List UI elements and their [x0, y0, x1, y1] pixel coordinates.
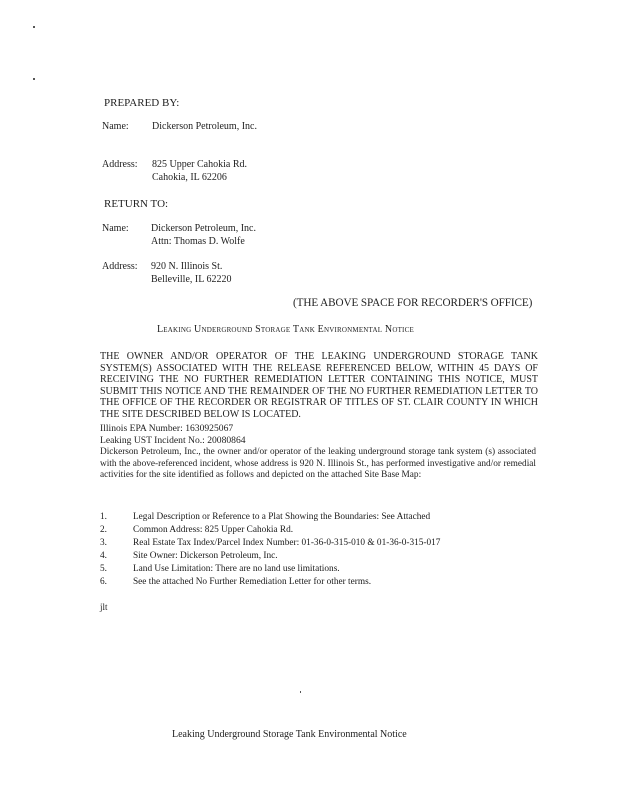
list-item-number: 3.	[100, 538, 107, 548]
list-item-common-address: Common Address: 825 Upper Cahokia Rd.	[133, 525, 294, 535]
list-item-legal-description: Legal Description or Reference to a Plat Showing the Boundaries: See Attached	[133, 512, 431, 522]
return-to-heading: RETURN TO:	[104, 198, 169, 210]
prepared-address-line2: Cahokia, IL 62206	[152, 172, 227, 183]
list-item-number: 2.	[100, 525, 107, 535]
scan-speck	[33, 26, 35, 28]
prepared-by-heading: PREPARED BY:	[104, 97, 180, 109]
list-item-number: 4.	[100, 551, 107, 561]
notice-title: Leaking Underground Storage Tank Environmental Notice	[157, 324, 414, 335]
return-name-line1: Dickerson Petroleum, Inc.	[151, 223, 256, 234]
epa-number: Illinois EPA Number: 1630925067	[100, 423, 234, 434]
return-address-label: Address:	[102, 261, 138, 272]
page-footer: Leaking Underground Storage Tank Environmental Notice	[172, 729, 407, 740]
list-item-number: 5.	[100, 564, 107, 574]
return-address-line2: Belleville, IL 62220	[151, 274, 232, 285]
list-item-number: 1.	[100, 512, 107, 522]
scan-speck	[300, 691, 301, 693]
list-item-number: 6.	[100, 577, 107, 587]
list-item-tax-index: Real Estate Tax Index/Parcel Index Number: 01-36-0-315-010 & 01-36-0-315-017	[133, 538, 441, 548]
prepared-address-line1: 825 Upper Cahokia Rd.	[152, 159, 247, 170]
list-item-site-owner: Site Owner: Dickerson Petroleum, Inc.	[133, 551, 278, 561]
prepared-address-label: Address:	[102, 159, 138, 170]
owner-instructions-paragraph: THE OWNER AND/OR OPERATOR OF THE LEAKING UNDERGROUND STORAGE TANK SYSTEM(S) ASSOCIATED WITH THE RELEASE REFERENCED BELOW, WITHIN 45 DAYS OF RECEIVING THE NO FURTHER REMEDIATION LETTER CONTAINING THIS NOTICE, MUST SUBMIT THIS NOTICE AND THE REMAINDER OF THE NO FURTHER REMEDIATION LETTER TO THE OFFICE OF THE RECORDER OR REGISTRAR OF TITLES OF ST. CLAIR COUNTY IN WHICH THE SITE DESCRIBED BELOW IS LOCATED.	[100, 351, 538, 420]
prepared-name-value: Dickerson Petroleum, Inc.	[152, 121, 257, 132]
return-address-line1: 920 N. Illinois St.	[151, 261, 223, 272]
return-name-line2: Attn: Thomas D. Wolfe	[151, 236, 245, 247]
prepared-name-label: Name:	[102, 121, 129, 132]
recorder-space-note: (THE ABOVE SPACE FOR RECORDER'S OFFICE)	[293, 297, 533, 309]
return-name-label: Name:	[102, 223, 129, 234]
list-item-other-terms: See the attached No Further Remediation Letter for other terms.	[133, 577, 372, 587]
list-item-land-use: Land Use Limitation: There are no land use limitations.	[133, 564, 340, 574]
typist-initials: jlt	[100, 602, 108, 612]
lust-incident-number: Leaking UST Incident No.: 20080864	[100, 435, 246, 446]
scan-speck	[33, 78, 35, 80]
remediation-paragraph: Dickerson Petroleum, Inc., the owner and/or operator of the leaking underground storage tank system (s) associated with the above-referenced incident, whose address is 920 N. Illinois St., has performed investigative and/or remedial activities for the site identified as follows and depicted on the attached Site Base Map:	[100, 447, 536, 481]
